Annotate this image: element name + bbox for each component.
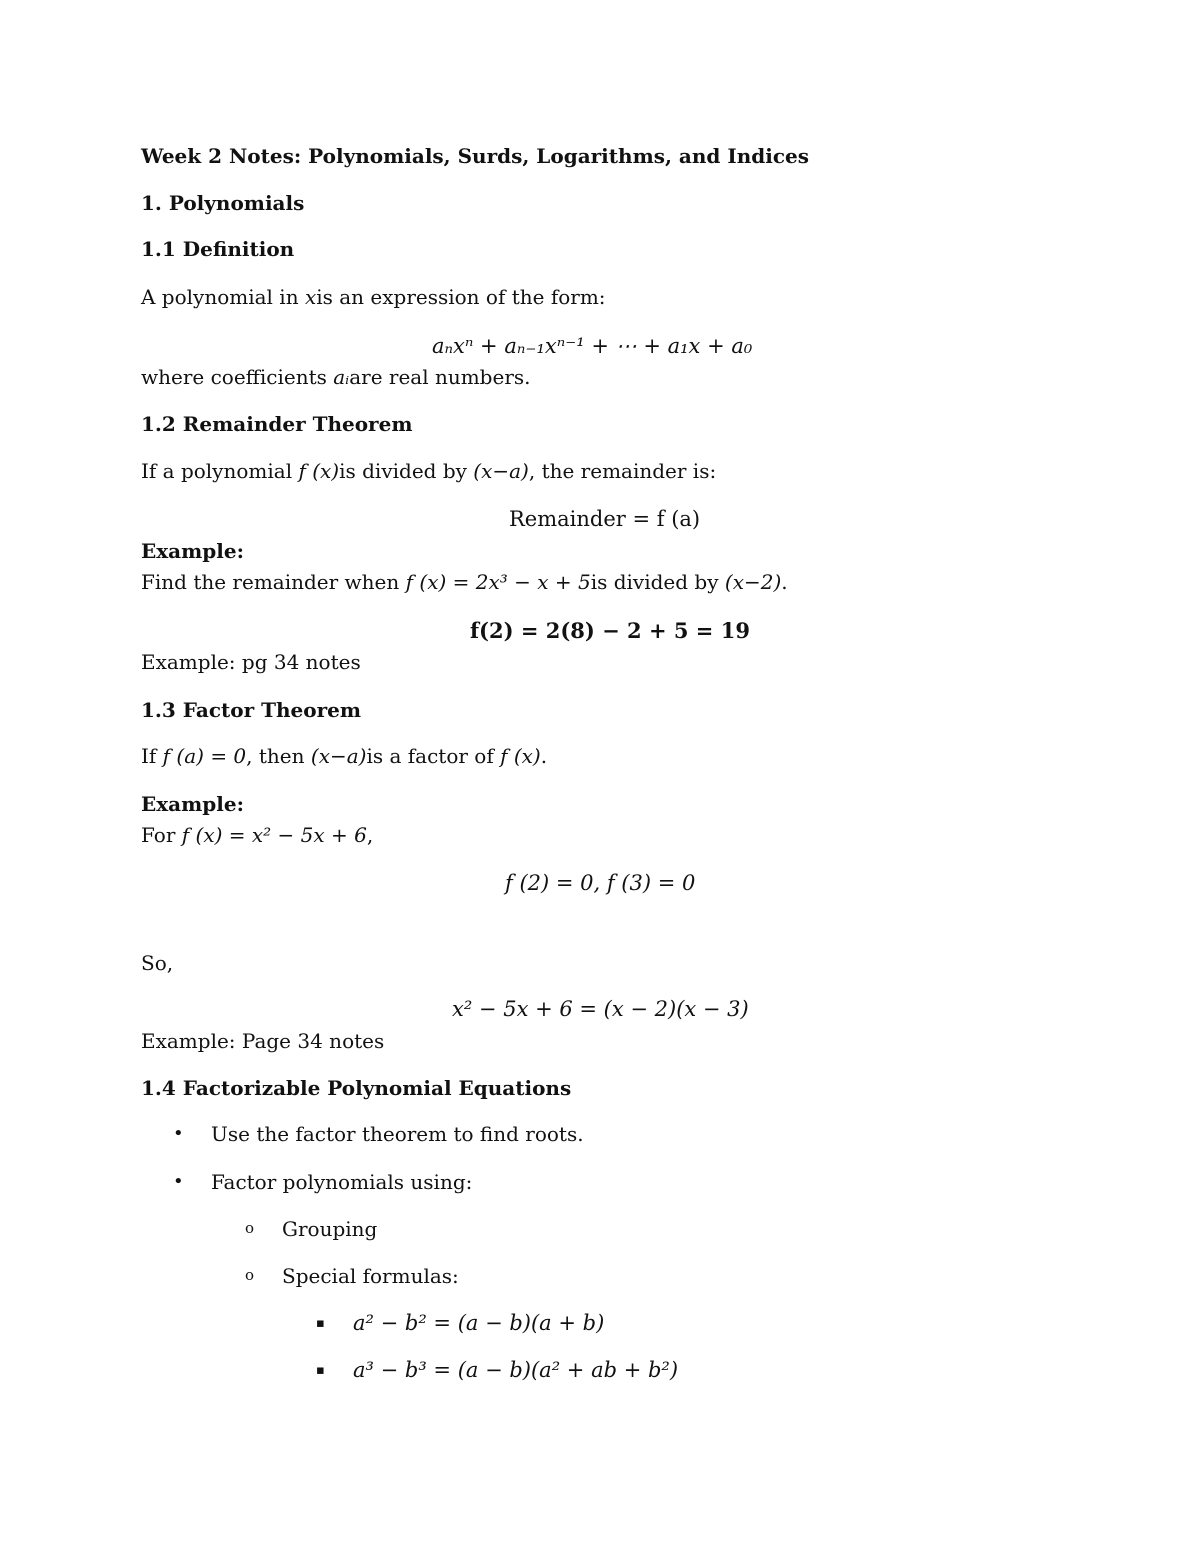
sub-bullet-icon: o: [245, 1219, 255, 1237]
factor-example-label: Example:: [141, 792, 244, 816]
sub-item-special-formulas: Special formulas:: [282, 1264, 459, 1288]
factor-text-mid2: is a factor of: [366, 744, 501, 768]
definition-heading: 1.1 Definition: [141, 237, 295, 261]
remainder-example-function: f (x) = 2x³ − x + 5: [405, 570, 591, 594]
remainder-example-mid: is divided by: [590, 570, 725, 594]
definition-intro-post: is an expression of the form:: [316, 285, 606, 309]
factor-example-function: f (x) = x² − 5x + 6: [181, 823, 367, 847]
document-title: Week 2 Notes: Polynomials, Surds, Logarithms, and Indices: [141, 144, 809, 168]
remainder-example-divisor: (x−2): [724, 570, 782, 594]
remainder-text-mid: is divided by: [339, 459, 474, 483]
list-item-factor-polynomials: Factor polynomials using:: [211, 1170, 473, 1194]
remainder-example-note: Example: pg 34 notes: [141, 650, 361, 674]
square-bullet-icon: ▪: [316, 1363, 325, 1378]
list-item-factor-theorem: Use the factor theorem to find roots.: [211, 1122, 584, 1146]
factor-example-post: ,: [366, 823, 374, 847]
remainder-formula: Remainder = f (a): [509, 507, 701, 531]
factor-text-mid: , then: [246, 744, 311, 768]
factor-example-note: Example: Page 34 notes: [141, 1029, 385, 1053]
factor-text-post: .: [540, 744, 548, 768]
factor-x-minus-a: (x−a): [310, 744, 367, 768]
factor-example-roots: f (2) = 0, f (3) = 0: [505, 871, 696, 895]
factor-theorem-statement: [141, 743, 547, 769]
factor-text-pre: If: [141, 744, 163, 768]
remainder-example-label: Example:: [141, 539, 244, 563]
coefficients-note-pre: where coefficients: [141, 365, 334, 389]
sub-bullet-icon: o: [245, 1266, 255, 1284]
remainder-theorem-heading: 1.2 Remainder Theorem: [141, 412, 413, 436]
bullet-icon: •: [173, 1171, 184, 1192]
section-polynomials-heading: 1. Polynomials: [141, 191, 305, 215]
definition-intro-pre: A polynomial in: [141, 285, 305, 309]
remainder-example-pre: Find the remainder when: [141, 570, 406, 594]
sub-item-grouping: Grouping: [282, 1217, 378, 1241]
square-bullet-icon: ▪: [316, 1316, 325, 1331]
function-f-x: f (x): [298, 459, 340, 483]
difference-of-cubes-formula: a³ − b³ = (a − b)(a² + ab + b²): [353, 1358, 679, 1382]
coefficient-ai: aᵢ: [333, 365, 350, 389]
coefficients-note: [141, 364, 531, 390]
difference-of-squares-formula: a² − b² = (a − b)(a + b): [353, 1311, 605, 1335]
coefficients-note-post: are real numbers.: [349, 365, 531, 389]
definition-intro: [141, 284, 606, 310]
remainder-text-pre: If a polynomial: [141, 459, 299, 483]
remainder-theorem-statement: [141, 458, 716, 484]
factor-example-so: So,: [141, 951, 174, 975]
factor-condition: f (a) = 0: [162, 744, 247, 768]
remainder-example-solution: f(2) = 2(8) − 2 + 5 = 19: [470, 618, 750, 643]
factor-function: f (x): [500, 744, 541, 768]
variable-x: x: [304, 285, 317, 309]
remainder-example-question: [141, 569, 788, 595]
factorizable-equations-heading: 1.4 Factorizable Polynomial Equations: [141, 1076, 572, 1100]
factor-theorem-heading: 1.3 Factor Theorem: [141, 698, 361, 722]
polynomial-general-form: aₙxⁿ + aₙ₋₁xⁿ⁻¹ + ⋯ + a₁x + a₀: [432, 334, 753, 358]
factor-example-function-line: [141, 822, 373, 848]
divisor-x-minus-a: (x−a): [473, 459, 529, 483]
factor-example-pre: For: [141, 823, 182, 847]
remainder-example-post: .: [781, 570, 788, 594]
factor-example-factored: x² − 5x + 6 = (x − 2)(x − 3): [452, 997, 749, 1021]
bullet-icon: •: [173, 1123, 184, 1144]
remainder-text-post: , the remainder is:: [528, 459, 717, 483]
